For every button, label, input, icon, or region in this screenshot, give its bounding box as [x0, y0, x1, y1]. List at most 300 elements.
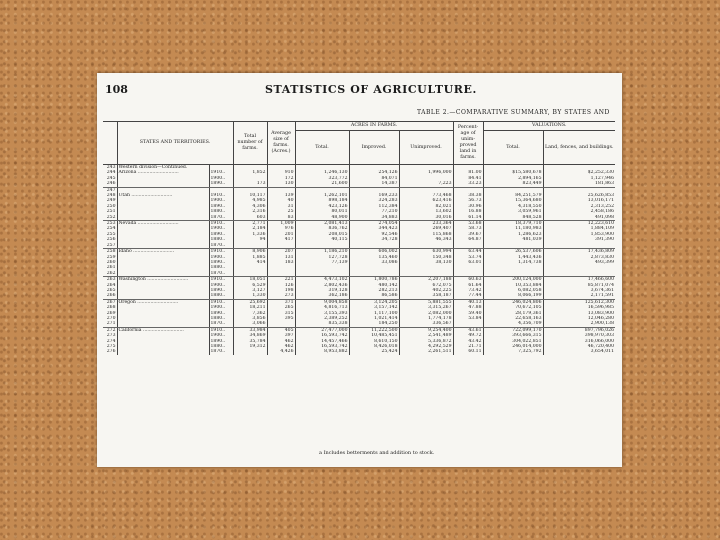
cell-farms: 34,869	[233, 333, 267, 338]
cell-name: Nevada ............................	[117, 221, 209, 227]
cell-unimproved: 358,187	[399, 293, 453, 299]
cell-year: 1900..	[209, 176, 233, 181]
cell-year: 1870..	[209, 271, 233, 277]
cell-pct: 60.63	[453, 277, 483, 283]
cell-land: 391,390	[595, 237, 615, 243]
cell-line: 260	[103, 260, 117, 265]
cell-avg: 4,426	[267, 349, 295, 354]
cell-farms: 7,362	[233, 311, 267, 316]
cell-farms: 2,316	[233, 209, 267, 214]
cell-pct: 49.72	[453, 333, 483, 338]
cell-year: 1890..	[209, 260, 233, 265]
acres-improved-header: Improved.	[349, 131, 399, 165]
cell-land: 12,046,280	[587, 315, 615, 321]
cell-land: 85,871,074	[587, 282, 615, 288]
cell-line: 261	[103, 265, 117, 270]
cell-pct: 39.67	[453, 232, 483, 237]
cell-total: 16,593,742	[295, 344, 349, 349]
cell-unimproved: 2,261,511	[399, 349, 453, 354]
cell-land: 13,083,900	[587, 310, 615, 316]
cell-improved: 1,800,786	[349, 277, 399, 283]
cell-val-total: 246,014,000	[483, 344, 543, 349]
cell-val-total: 2,894,165	[483, 176, 543, 181]
cell-unimproved: 38,130	[399, 260, 453, 265]
cell-land: 2,313,252	[590, 203, 615, 209]
cell-pct: 60.11	[453, 349, 483, 354]
cell-total: 319,128	[295, 288, 349, 293]
cell-avg: 83	[267, 215, 295, 221]
cell-val-total: 15,364,680	[483, 198, 543, 203]
cell-farms: 35,784	[233, 339, 267, 344]
percentage-header: Percent-age of unim-proved land in farms.	[453, 122, 483, 165]
cell-improved: 344,423	[349, 226, 399, 231]
cell-farms: 603	[233, 215, 267, 221]
cell-val-total: $15,580,678	[483, 170, 543, 175]
cell-val-total: 18,379,710	[483, 221, 543, 227]
cell-unimproved: 2,541,489	[399, 333, 453, 338]
cell-avg: 198	[267, 288, 295, 293]
cell-total: 323,772	[295, 176, 349, 181]
cell-line: 272	[103, 327, 117, 333]
cell-pct: 53.74	[453, 255, 483, 260]
cell-val-total: 1,443,436	[483, 255, 543, 260]
cell-improved: 480,142	[349, 283, 399, 288]
cell-unimproved: 269,407	[399, 226, 453, 231]
document-page	[97, 73, 622, 467]
cell-avg: 172	[267, 176, 295, 181]
cell-farms: 3,127	[233, 288, 267, 293]
cell-farms: 8,906	[233, 249, 267, 255]
cell-avg: 1,009	[267, 221, 295, 227]
cell-land: 16,596,985	[587, 305, 615, 311]
cell-val-total: 70,672,105	[483, 305, 543, 310]
cell-total: 1,246,130	[295, 170, 349, 175]
cell-year: 1890..	[209, 288, 233, 293]
cell-name: Washington ............................	[117, 277, 209, 283]
states-header: STATES AND TERRITORIES.	[117, 122, 233, 165]
cell-unimproved: 1,996,000	[399, 170, 453, 175]
cell-improved: 606,002	[349, 249, 399, 255]
cell-improved: 135,460	[349, 255, 399, 260]
cell-val-total: 722,099,170	[483, 327, 543, 333]
cell-val-total: 200,124,000	[483, 277, 543, 283]
cell-val-total: 3,059,961	[483, 209, 543, 214]
cell-year: 1900..	[209, 198, 233, 203]
cell-pct: 33.23	[453, 181, 483, 187]
cell-land: 125,612,300	[584, 299, 615, 305]
cell-line: 246	[103, 181, 117, 187]
cell-name: Oregon ............................	[117, 299, 209, 305]
cell-improved: 112,384	[349, 204, 399, 209]
cell-avg: 207	[267, 249, 295, 255]
cell-improved: 3,124,205	[349, 299, 399, 305]
cell-unimproved: 336,567	[399, 321, 453, 327]
cell-farms: 4,985	[233, 198, 267, 203]
page-number: 108	[105, 83, 128, 96]
table-row	[103, 349, 615, 354]
cell-year: 1890..	[209, 339, 233, 344]
cell-pct: 77.44	[453, 293, 483, 299]
cell-unimproved: 1,774,178	[399, 316, 453, 321]
cell-land: 3,654,011	[590, 349, 615, 355]
cell-unimproved: 402,225	[399, 288, 453, 293]
cell-pct: 64.87	[453, 237, 483, 242]
cell-total: 21,600	[295, 181, 349, 187]
cell-avg: 910	[267, 170, 295, 175]
cell-total: 27,477,000	[295, 327, 349, 333]
cell-val-total: 4,356,709	[483, 321, 543, 327]
cell-improved: 324,283	[349, 198, 399, 203]
cell-year: 1910..	[209, 299, 233, 305]
cell-line: 253	[103, 221, 117, 227]
cell-pct: 21.71	[453, 344, 483, 349]
cell-improved: 92,546	[349, 232, 399, 237]
cell-avg: 395	[267, 316, 295, 321]
cell-unimproved: 7,223	[399, 181, 453, 187]
cell-line: 264	[103, 283, 117, 288]
cell-val-total: 246,024,806	[483, 299, 543, 305]
cell-line: 245	[103, 176, 117, 181]
cell-farms: 18,051	[233, 277, 267, 283]
cell-avg: 397	[267, 333, 295, 338]
cell-year: 1900..	[209, 226, 233, 231]
cell-line: 258	[103, 249, 117, 255]
acres-total-header: Total.	[295, 131, 349, 165]
cell-avg: 183	[267, 260, 295, 265]
cell-unimproved: 150,348	[399, 255, 453, 260]
cell-total: 3,155,393	[295, 311, 349, 316]
cell-year: 1870..	[209, 215, 233, 221]
cell-farms: 6,529	[233, 283, 267, 288]
cell-farms: 1,852	[233, 170, 267, 175]
cell-total: 2,081,413	[295, 221, 349, 227]
table-caption: TABLE 2.—COMPARATIVE SUMMARY, BY STATES AND	[417, 109, 610, 116]
cell-line: 247	[103, 187, 117, 193]
cell-land: 17,466,600	[587, 277, 615, 283]
cell-val-total: 26,537,606	[483, 249, 543, 255]
cell-line: 250	[103, 204, 117, 209]
cell-land: 2,171,591	[543, 293, 615, 299]
cell-land: 1,853,900	[590, 231, 615, 237]
cell-land: 398,970,303	[584, 333, 615, 339]
cell-val-total: 393,666,315	[483, 333, 543, 338]
footnote: a Includes betterments and addition to stock.	[319, 450, 435, 456]
cell-pct: 59.40	[453, 311, 483, 316]
cell-pct: 63.44	[453, 249, 483, 255]
cell-pct: 58.73	[453, 226, 483, 231]
cell-line: 271	[103, 321, 117, 327]
cell-unimproved: 2,207,188	[399, 277, 453, 283]
cell-pct: 47.88	[453, 305, 483, 310]
cell-line: 265	[103, 288, 117, 293]
cell-unimproved: 5,881,555	[399, 299, 453, 305]
line-number-header	[103, 122, 117, 165]
cell-val-total: 848,528	[483, 215, 543, 221]
cell-unimproved: 4,292,529	[399, 344, 453, 349]
cell-avg: 31	[267, 204, 295, 209]
cell-name: Utah ............................	[117, 193, 209, 198]
cell-line: 249	[103, 198, 117, 203]
cell-farms: 19,312	[233, 344, 267, 349]
cell-land: 491,098	[543, 215, 615, 221]
cell-line: 244	[103, 170, 117, 175]
cell-total: 835,338	[295, 321, 349, 327]
cell-val-total: 4,318,550	[483, 204, 543, 209]
cell-land: $2,252,330	[587, 170, 615, 176]
cell-name	[117, 349, 209, 354]
cell-total: 423,126	[295, 204, 349, 209]
cell-name: Western division—Continued.	[117, 165, 209, 171]
cell-unimproved: 2,082,000	[399, 311, 453, 316]
cell-line: 243	[103, 165, 117, 171]
cell-pct: 53.68	[453, 221, 483, 227]
cell-land: 897,796,026	[584, 327, 615, 333]
cell-val-total: 7,325,792	[483, 349, 543, 354]
cell-unimproved: 233,364	[399, 221, 453, 227]
cell-pct: 16.88	[453, 209, 483, 214]
cell-val-total: 823,449	[483, 181, 543, 187]
cell-land: 181,863	[543, 181, 615, 187]
cell-avg: 371	[267, 299, 295, 305]
cell-avg: 462	[267, 344, 295, 349]
cell-improved: 254,126	[349, 170, 399, 175]
cell-pct: 40.13	[453, 299, 483, 305]
cell-line: 262	[103, 271, 117, 277]
cell-line: 256	[103, 237, 117, 242]
cell-year: 1890..	[209, 232, 233, 237]
cell-improved: 8,426,018	[349, 344, 399, 349]
cell-unimproved: 672,075	[399, 283, 453, 288]
cell-unimproved: 46,343	[399, 237, 453, 242]
cell-farms: 1,330	[233, 293, 267, 299]
cell-total: 8,953,882	[295, 349, 349, 354]
cell-land: 1,127,946	[590, 175, 615, 181]
cell-pct: 61.64	[453, 283, 483, 288]
cell-improved: 274,054	[349, 221, 399, 227]
cell-unimproved: 30,016	[399, 215, 453, 221]
cell-unimproved: 13,602	[399, 209, 453, 214]
cell-total: 9,004,858	[295, 299, 349, 305]
cell-avg: 315	[267, 311, 295, 316]
cell-total: 14,457,466	[295, 339, 349, 344]
cell-unimproved: 9,254,400	[399, 327, 453, 333]
cell-avg: 221	[267, 277, 295, 283]
cell-pct: 81.00	[453, 170, 483, 175]
valuation-total-header: Total.	[483, 131, 543, 165]
comparative-summary-table	[103, 121, 615, 355]
cell-farms: 2,771	[233, 221, 267, 227]
cell-avg: 417	[267, 237, 295, 242]
cell-land: 316,066,000	[584, 338, 615, 344]
cell-improved: 84,071	[349, 176, 399, 181]
cell-pct: 30.96	[453, 204, 483, 209]
cell-avg: 462	[267, 339, 295, 344]
avg-size-header: Average size of farms. (Acres.)	[267, 122, 295, 165]
cell-unimproved: 773,468	[399, 193, 453, 198]
cell-total: 48,900	[295, 215, 349, 221]
cell-avg: 139	[267, 193, 295, 198]
cell-year: 1890..	[209, 311, 233, 316]
cell-avg: 130	[267, 181, 295, 187]
cell-pct: 53.84	[453, 316, 483, 321]
cell-farms	[233, 349, 267, 354]
cell-unimproved: 630,994	[399, 249, 453, 255]
cell-land: 17,436,809	[587, 249, 615, 255]
cell-improved: 10,485,451	[349, 333, 399, 338]
cell-name: Idaho ............................	[117, 249, 209, 255]
total-farms-header: Total number of farms.	[233, 122, 267, 165]
cell-total: 40,115	[295, 237, 349, 242]
cell-improved: 86,586	[349, 293, 399, 299]
cell-val-total: 304,022,851	[483, 339, 543, 344]
cell-total: 4,816,713	[295, 305, 349, 310]
cell-line: 268	[103, 305, 117, 310]
cell-pct: 61.14	[453, 215, 483, 221]
cell-farms: 2,184	[233, 226, 267, 231]
cell-line: 274	[103, 339, 117, 344]
cell-line: 257	[103, 243, 117, 249]
cell-pct: 43.42	[453, 339, 483, 344]
cell-total: 1,186,210	[295, 249, 349, 255]
cell-pct: 84.41	[453, 176, 483, 181]
valuations-header: VALUATIONS.	[483, 122, 615, 131]
cell-val-total: 10,353,884	[483, 283, 543, 288]
cell-year: 1910..	[209, 327, 233, 333]
cell-land: 3,674,361	[590, 287, 615, 293]
cell-total: 4,473,102	[295, 277, 349, 283]
cell-land: 493,399	[595, 259, 615, 265]
cell-pct: 73.42	[453, 288, 483, 293]
cell-avg: 40	[267, 198, 295, 203]
cell-total: 898,184	[295, 198, 349, 203]
cell-farms: 1,885	[233, 255, 267, 260]
cell-line: 251	[103, 209, 117, 214]
cell-improved: 184,250	[349, 321, 399, 327]
cell-year: 1880..	[209, 316, 233, 321]
cell-farms: 33,984	[233, 327, 267, 333]
cell-total: 836,762	[295, 226, 349, 231]
cell-pct: 56.73	[453, 198, 483, 203]
cell-line: 276	[103, 349, 117, 354]
cell-line: 269	[103, 311, 117, 316]
cell-unimproved: 3,315,267	[399, 305, 453, 310]
cell-year: 1910..	[209, 277, 233, 283]
cell-pct: 38.38	[453, 193, 483, 198]
cell-unimproved: 623,416	[399, 198, 453, 203]
cell-year: 1900..	[209, 305, 233, 310]
cell-unimproved: 5,336,872	[399, 339, 453, 344]
cell-farms: 3,066	[233, 321, 267, 327]
cell-val-total: 1,314,738	[483, 260, 543, 265]
cell-year: 1910..	[209, 193, 233, 198]
cell-land: 2,458,186	[590, 209, 615, 215]
cell-val-total: 8,066,199	[483, 293, 543, 299]
cell-farms: 4,306	[233, 204, 267, 209]
cell-improved: 34,728	[349, 237, 399, 242]
cell-farms: 10,117	[233, 193, 267, 198]
cell-improved: 8,610,150	[349, 339, 399, 344]
cell-improved: 34,883	[349, 215, 399, 221]
cell-farms: 25,692	[233, 299, 267, 305]
cell-land: 46,720,400	[587, 344, 615, 349]
cell-year: 1910..	[209, 170, 233, 175]
cell-line: 267	[103, 299, 117, 305]
cell-land: 13,016,171	[587, 198, 615, 204]
table-body	[103, 165, 615, 355]
cell-improved: 169,233	[349, 193, 399, 198]
cell-land: 1,884,109	[590, 226, 615, 232]
cell-val-total: 84,251,579	[483, 193, 543, 198]
cell-avg: 976	[267, 226, 295, 231]
cell-line: 263	[103, 277, 117, 283]
cell-year: 1890..	[209, 204, 233, 209]
cell-name: Arizona ............................	[117, 170, 209, 175]
cell-year: 1870..	[209, 243, 233, 249]
cell-val-total: 22,658,163	[483, 316, 543, 321]
cell-avg: 201	[267, 232, 295, 237]
page-title: STATISTICS OF AGRICULTURE.	[265, 83, 477, 96]
cell-year: 1900..	[209, 255, 233, 260]
cell-year: 1870..	[209, 349, 233, 354]
cell-year: 1870..	[209, 321, 233, 327]
cell-line: 273	[103, 333, 117, 338]
cell-land: 12,223,610	[587, 221, 615, 227]
cell-val-total: 1,286,623	[483, 232, 543, 237]
cell-improved: 1,021,414	[349, 316, 399, 321]
cell-line: 252	[103, 215, 117, 221]
cell-total: 1,262,101	[295, 193, 349, 198]
cell-improved: 14,387	[349, 181, 399, 187]
cell-improved: 33,086	[349, 260, 399, 265]
cell-line: 266	[103, 293, 117, 299]
cell-farms: 1,336	[233, 232, 267, 237]
cell-improved: 77,210	[349, 209, 399, 214]
cell-val-total: 28,179,361	[483, 311, 543, 316]
cell-year: 1910..	[209, 249, 233, 255]
acres-in-farms-header: ACRES IN FARMS.	[295, 122, 453, 131]
cell-farms: 18,211	[233, 305, 267, 310]
cell-improved: 3,157,142	[349, 305, 399, 310]
cell-farms: 414	[233, 260, 267, 265]
cell-total: 2,389,252	[295, 316, 349, 321]
cell-pct: 63.01	[453, 260, 483, 265]
cell-line: 255	[103, 232, 117, 237]
cell-avg: 273	[267, 293, 295, 299]
cell-land: 25,626,853	[587, 193, 615, 199]
cell-name: California ............................	[117, 327, 209, 333]
cell-farms: 3,856	[233, 316, 267, 321]
cell-avg: 25	[267, 209, 295, 214]
cell-year: 1880..	[209, 293, 233, 299]
cell-year: 1880..	[209, 237, 233, 242]
cell-total: 2,802,436	[295, 283, 349, 288]
cell-val-total: 481,039	[483, 237, 543, 242]
cell-line: 254	[103, 226, 117, 231]
cell-line: 270	[103, 316, 117, 321]
cell-year: 1880..	[209, 265, 233, 270]
acres-unimproved-header: Unimproved.	[399, 131, 453, 165]
cell-improved: 25,424	[349, 349, 399, 354]
cell-total: 208,015	[295, 232, 349, 237]
cell-total: 80,011	[295, 209, 349, 214]
cell-improved: 282,213	[349, 288, 399, 293]
cell-year: 1880..	[209, 344, 233, 349]
cell-unimproved: 115,868	[399, 232, 453, 237]
cell-farms: 94	[233, 237, 267, 242]
cell-unimproved: 82,021	[399, 204, 453, 209]
cell-farms: 173	[233, 181, 267, 187]
cell-line: 259	[103, 255, 117, 260]
